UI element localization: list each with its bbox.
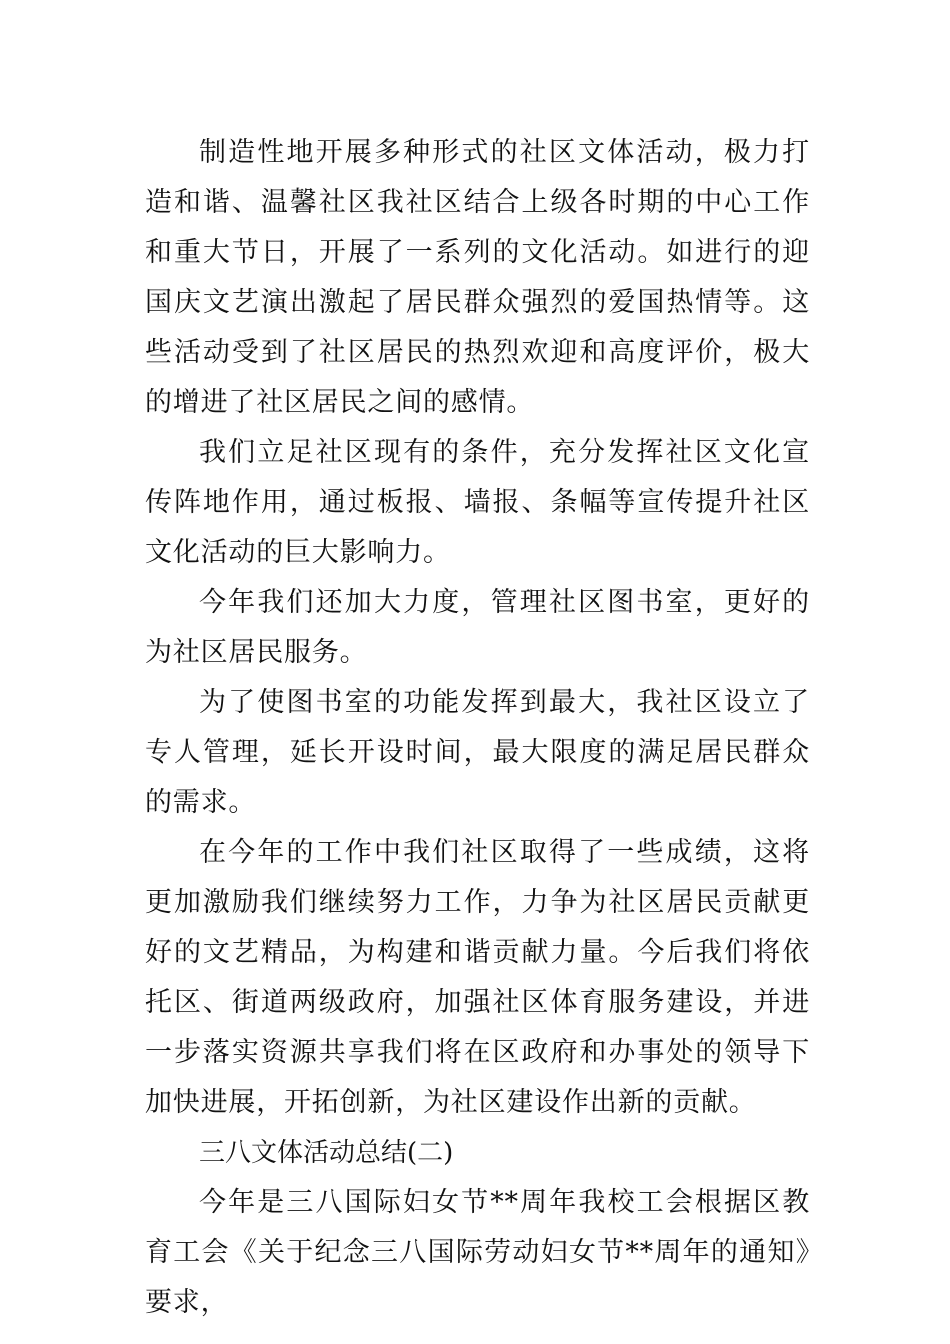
document-body	[145, 128, 810, 1328]
paragraph-community-activities: 制造性地开展多种形式的社区文体活动，极力打造和谐、温馨社区我社区结合上级各时期的中心工作和重大节日，开展了一系列的文化活动。如进行的迎国庆文艺演出激起了居民群众强烈的爱国热情等。这些活动受到了社区居民的热烈欢迎和高度评价，极大的增进了社区居民之间的感情。	[145, 137, 810, 418]
paragraph-achievements: 在今年的工作中我们社区取得了一些成绩，这将更加激励我们继续努力工作，力争为社区居民贡献更好的文艺精品，为构建和谐贡献力量。今后我们将依托区、街道两级政府，加强社区体育服务建设，并进一步落实资源共享我们将在区政府和办事处的领导下加快进展，开拓创新，为社区建设作出新的贡献。	[145, 837, 810, 1118]
paragraph-cultural-publicity: 我们立足社区现有的条件，充分发挥社区文化宣传阵地作用，通过板报、墙报、条幅等宣传提升社区文化活动的巨大影响力。	[145, 437, 810, 568]
section-heading: 三八文体活动总结(二)	[199, 1138, 454, 1168]
paragraph-library-function: 为了使图书室的功能发挥到最大，我社区设立了专人管理，延长开设时间，最大限度的满足居民群众的需求。	[145, 687, 810, 818]
paragraph-library-management: 今年我们还加大力度，管理社区图书室，更好的为社区居民服务。	[145, 587, 810, 668]
paragraph-womens-day: 今年是三八国际妇女节**周年我校工会根据区教育工会《关于纪念三八国际劳动妇女节**周年的通知》要求，	[145, 1187, 810, 1318]
